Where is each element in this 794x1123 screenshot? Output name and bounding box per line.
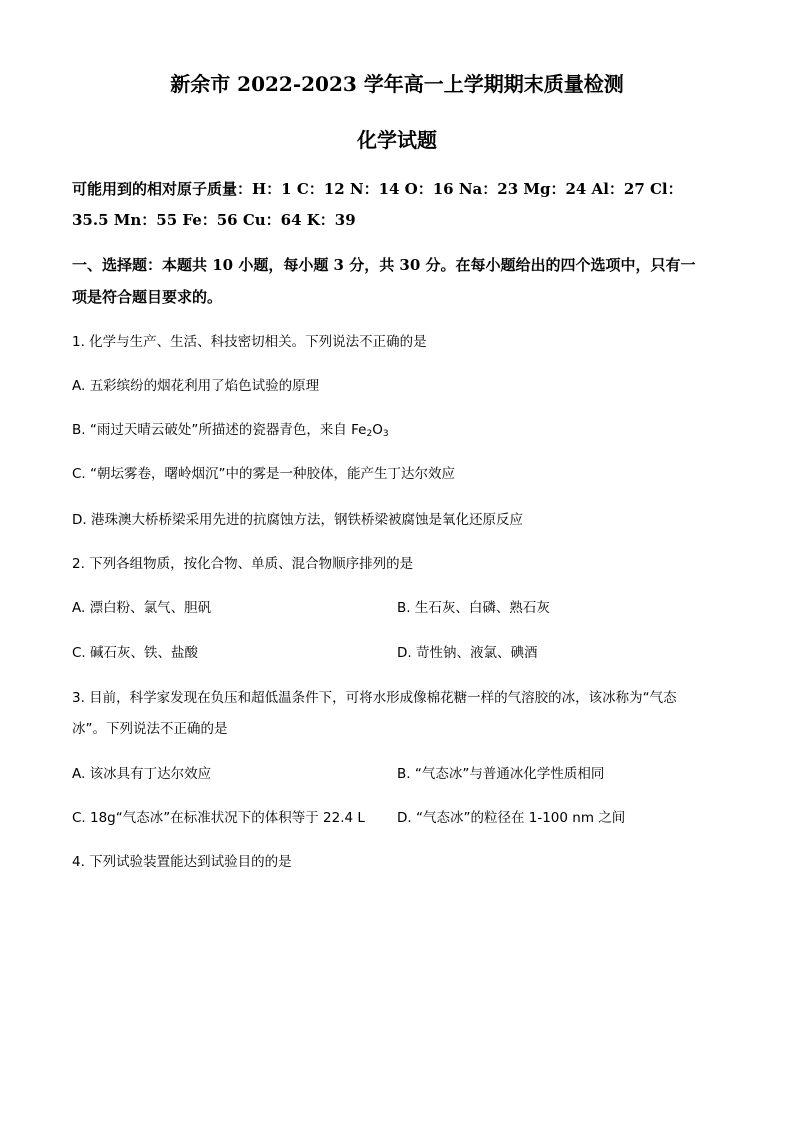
exam-subtitle: 化学试题	[357, 128, 437, 152]
question-3-option-d: D. “气态冰”的粒径在 1-100 nm 之间	[397, 810, 626, 826]
exam-title: 新余市 2022-2023 学年高一上学期期末质量检测	[170, 72, 624, 96]
section-instructions-line-1: 一、选择题：本题共 10 小题，每小题 3 分，共 30 分。在每小题给出的四个选项中，只有一	[72, 256, 696, 274]
question-2-option-b: B. 生石灰、白磷、熟石灰	[397, 600, 550, 616]
question-2-option-a: A. 漂白粉、氯气、胆矾	[72, 600, 212, 616]
question-2-stem: 2. 下列各组物质，按化合物、单质、混合物顺序排列的是	[72, 556, 414, 572]
question-4-stem: 4. 下列试验装置能达到试验目的的是	[72, 854, 292, 870]
question-3-option-b: B. “气态冰”与普通冰化学性质相同	[397, 766, 605, 782]
question-1-option-c: C. “朝坛雾卷，曙岭烟沉”中的雾是一种胶体，能产生丁达尔效应	[72, 466, 455, 482]
atomic-masses-line-2: 35.5 Mn：55 Fe：56 Cu：64 K：39	[72, 211, 356, 229]
option-b-text: B. “雨过天晴云破处”所描述的瓷器青色，来自	[72, 422, 352, 438]
formula-sub-3: 3	[382, 429, 389, 439]
atomic-masses-line-1: 可能用到的相对原子质量：H：1 C：12 N：14 O：16 Na：23 Mg：24 Al：27 Cl：	[72, 180, 683, 198]
question-1-option-a: A. 五彩缤纷的烟花利用了焰色试验的原理	[72, 378, 320, 394]
question-3-option-c: C. 18g“气态冰”在标准状况下的体积等于 22.4 L	[72, 810, 365, 826]
question-1-stem: 1. 化学与生产、生活、科技密切相关。下列说法不正确的是	[72, 334, 427, 350]
section-instructions-line-2: 项是符合题目要求的。	[72, 288, 223, 306]
question-2-option-d: D. 苛性钠、液氯、碘酒	[397, 645, 538, 661]
question-2-option-c: C. 碱石灰、铁、盐酸	[72, 645, 199, 661]
question-1-option-d: D. 港珠澳大桥桥梁采用先进的抗腐蚀方法，钢铁桥梁被腐蚀是氧化还原反应	[72, 512, 523, 528]
question-3-stem-line-1: 3. 目前，科学家发现在负压和超低温条件下，可将水形成像棉花糖一样的气溶胶的冰，该冰称为“气态	[72, 690, 677, 706]
formula-fe: Fe	[351, 422, 367, 438]
formula-o: O	[372, 422, 383, 438]
question-3-stem-line-2: 冰”。下列说法不正确的是	[72, 721, 228, 737]
question-3-option-a: A. 该冰具有丁达尔效应	[72, 766, 212, 782]
formula-sub-2: 2	[366, 429, 373, 439]
question-1-option-b	[72, 418, 389, 439]
